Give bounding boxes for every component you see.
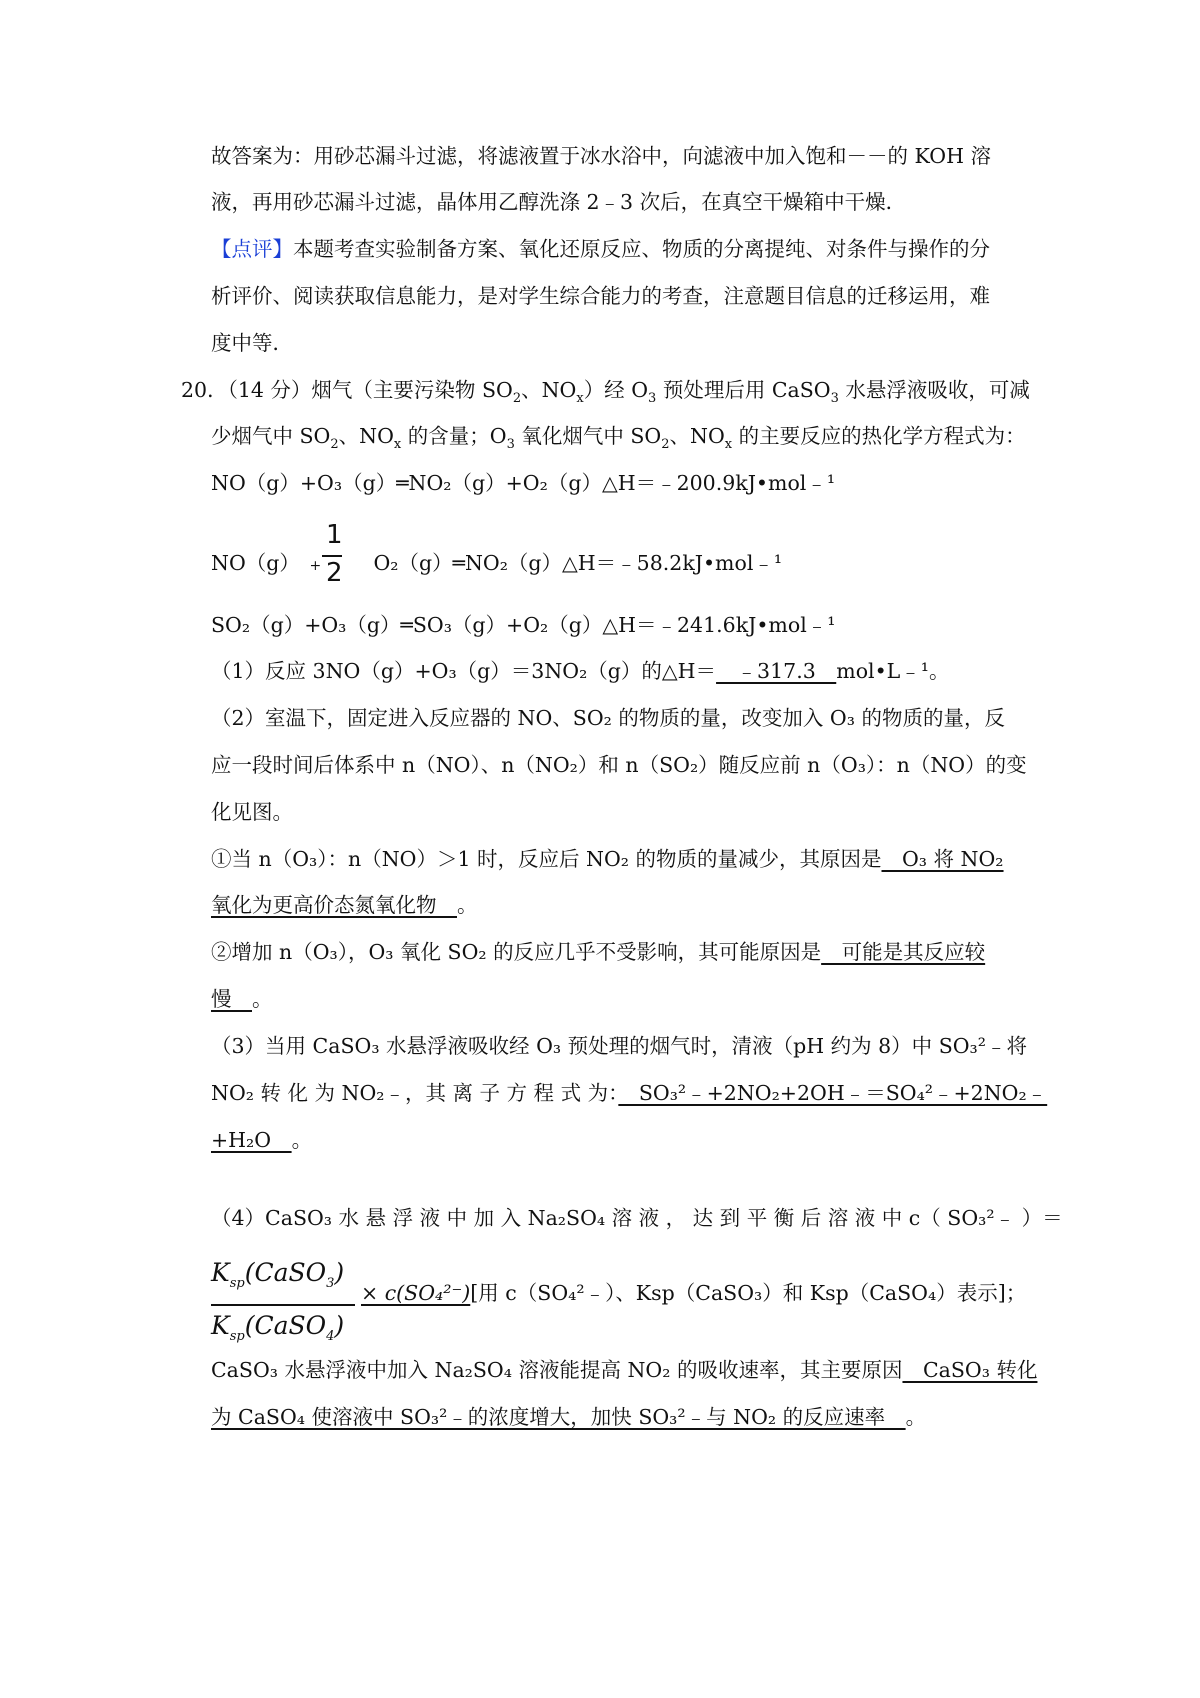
part-3-line-2 — [211, 1078, 1048, 1108]
q20-text: 20．（14 分）烟气（主要污染物 SO — [181, 378, 513, 402]
q20-text: 的主要反应的热化学方程式为： — [732, 424, 1026, 448]
answer-4-2: CaSO₃ 转化 — [902, 1358, 1038, 1382]
fraction-numerator: 1 — [326, 520, 343, 550]
answer-2-1: O₃ 将 NO₂ — [881, 847, 1004, 871]
subscript: x — [393, 437, 402, 453]
q20-text: 预处理后用 CaSO — [656, 378, 831, 402]
equation-2-rest: O₂（g）═NO₂（g）△H＝﹣58.2kJ•mol﹣¹ — [373, 551, 783, 575]
answer-2-2: 可能是其反应较 — [821, 940, 986, 964]
subscript: 2 — [330, 437, 339, 453]
answer-1: ﹣317.3 — [716, 659, 837, 683]
period: 。 — [252, 987, 273, 1011]
subscript: 3 — [506, 437, 515, 453]
fraction-denominator: 2 — [326, 558, 343, 588]
answer-2-1-cont: 氧化为更高价态氮氧化物 — [211, 893, 457, 917]
period: 。 — [291, 1128, 313, 1152]
question-20-line-1 — [181, 375, 1030, 414]
sub-question-text: ②增加 n（O₃），O₃ 氧化 SO₂ 的反应几乎不受影响，其可能原因是 — [211, 940, 822, 964]
part-3-line-3 — [211, 1125, 1030, 1155]
ksp-fraction-bar — [211, 1304, 355, 1306]
part-1-unit: mol•L﹣¹。 — [836, 659, 950, 683]
ksp-fraction — [211, 1255, 351, 1355]
period: 。 — [457, 893, 478, 917]
equation-1: NO（g）+O₃（g）═NO₂（g）+O₂（g）△H＝﹣200.9kJ•mol﹣¹ — [211, 471, 836, 495]
part-1-text: （1）反应 3NO（g）+O₃（g）＝3NO₂（g）的△H＝ — [211, 659, 717, 683]
q20-text: 水悬浮液吸收，可减 — [838, 378, 1030, 402]
part-4-line-1: （4）CaSO₃ 水 悬 浮 液 中 加 入 Na₂SO₄ 溶 液 ， 达 到 平 衡 后 溶 液 中 c（ SO₃²﹣ ）＝ — [211, 1206, 1063, 1230]
q20-text: 少烟气中 SO — [211, 424, 331, 448]
text-line: 故答案为：用砂芯漏斗过滤，将滤液置于冰水浴中，向滤液中加入饱和－－的 KOH 溶 — [211, 144, 991, 168]
part-4-line-4 — [211, 1402, 1030, 1432]
q20-text: 、NO — [669, 424, 725, 448]
subscript: 3 — [830, 391, 839, 407]
period: 。 — [905, 1405, 927, 1429]
part-3-text: NO₂ 转 化 为 NO₂﹣，其 离 子 方 程 式 为： — [211, 1081, 619, 1105]
text-line: 度中等． — [211, 331, 293, 355]
ksp-hint: [用 c（SO₄²﹣）、Ksp（CaSO₃）和 Ksp（CaSO₄）表示]； — [470, 1281, 1027, 1305]
sub-question-1-cont — [211, 890, 1030, 920]
subscript: 3 — [648, 391, 657, 407]
text-line: 析评价、阅读获取信息能力，是对学生综合能力的考查，注意题目信息的迁移运用，难 — [211, 284, 990, 308]
plus-sign: + — [309, 558, 322, 574]
question-20-line-2 — [211, 421, 1030, 460]
ksp-numerator: $K_{sp}(CaSO_3)$ — [211, 1258, 345, 1291]
part-2-line-3: 化见图。 — [211, 800, 293, 824]
part-4-text: CaSO₃ 水悬浮液中加入 Na₂SO₄ 溶液能提高 NO₂ 的吸收速率，其主要原因 — [211, 1358, 903, 1382]
part-1 — [211, 656, 1030, 686]
ksp-denominator: $K_{sp}(CaSO_4)$ — [211, 1311, 345, 1344]
q20-text: 的含量；O — [401, 424, 507, 448]
comment-tag: 【点评】 — [211, 237, 293, 261]
text-line: 液，再用砂芯漏斗过滤，晶体用乙醇洗涤 2﹣3 次后，在真空干燥箱中干燥． — [211, 190, 907, 214]
subscript: x — [724, 437, 733, 453]
equation-3: SO₂（g）+O₃（g）═SO₃（g）+O₂（g）△H＝﹣241.6kJ•mol﹣¹ — [211, 613, 836, 637]
ksp-expression-rest — [361, 1278, 1030, 1308]
answer-4-1: × c(SO₄²⁻) — [361, 1281, 471, 1305]
part-4-line-3 — [211, 1355, 1038, 1385]
subscript: 2 — [512, 391, 522, 407]
subscript: 2 — [661, 437, 670, 453]
part-2-line-2: 应一段时间后体系中 n（NO）、n（NO₂）和 n（SO₂）随反应前 n（O₃）：n（NO）的变 — [211, 753, 1027, 777]
q20-text: 氧化烟气中 SO — [514, 424, 662, 448]
q20-text: 、NO — [521, 378, 577, 402]
equation-2-start: NO（g） — [211, 551, 300, 575]
sub-question-1 — [211, 844, 1030, 874]
q20-text: 、NO — [338, 424, 394, 448]
answer-3-cont: +H₂O — [211, 1128, 292, 1152]
q20-text: ）经 O — [583, 378, 649, 402]
answer-4-2-cont: 为 CaSO₄ 使溶液中 SO₃²﹣的浓度增大，加快 SO₃²﹣与 NO₂ 的反应速率 — [211, 1405, 906, 1429]
part-2-line-1: （2）室温下，固定进入反应器的 NO、SO₂ 的物质的量，改变加入 O₃ 的物质的量，反 — [211, 706, 1005, 730]
answer-2-2-cont: 慢 — [211, 987, 252, 1011]
comment-line — [211, 234, 1030, 264]
sub-question-2-cont — [211, 984, 1030, 1014]
fraction-bar — [322, 555, 342, 557]
answer-3: SO₃²﹣+2NO₂+2OH﹣＝SO₄²﹣+2NO₂﹣ — [618, 1081, 1048, 1105]
subscript: x — [576, 391, 584, 407]
sub-question-text: ①当 n（O₃）：n（NO）＞1 时，反应后 NO₂ 的物质的量减少，其原因是 — [211, 847, 882, 871]
part-3-line-1: （3）当用 CaSO₃ 水悬浮液吸收经 O₃ 预处理的烟气时，清液（pH 约为 8）中 SO₃²﹣将 — [211, 1034, 1027, 1058]
sub-question-2 — [211, 937, 1030, 967]
comment-text: 本题考查实验制备方案、氧化还原反应、物质的分离提纯、对条件与操作的分 — [293, 237, 990, 261]
